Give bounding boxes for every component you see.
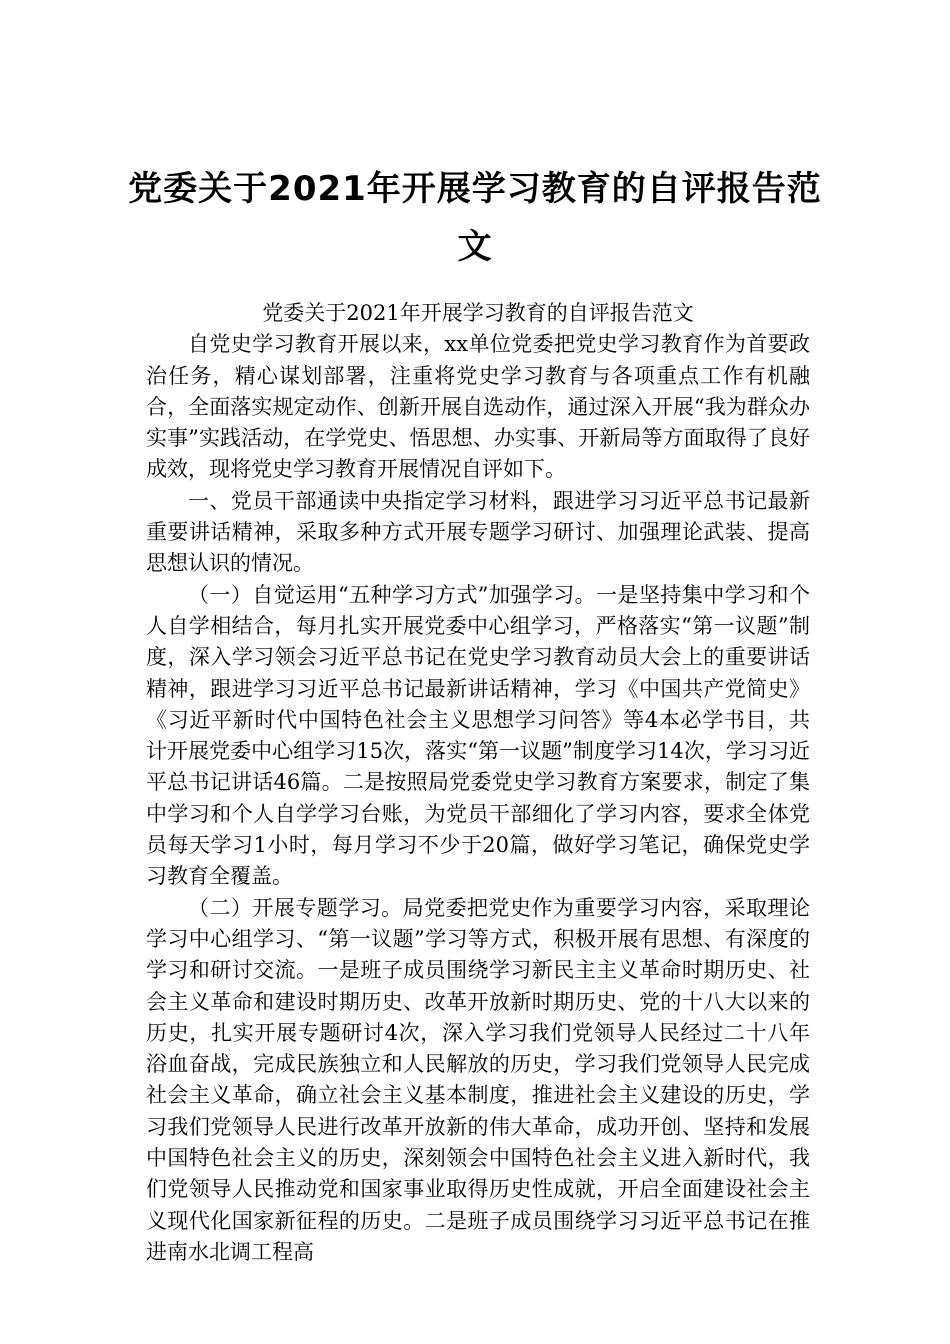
paragraph-subsection-1: （一）自觉运用“五种学习方式”加强学习。一是坚持集中学习和个人自学相结合，每月扎实开展党委中心组学习，严格落实“第一议题”制度，深入学习领会习近平总书记在党史学习教育动员大会上的重要讲话精神，跟进学习习近平总书记最新讲话精神，学习《中国共产党简史》《习近平新时代中国特色社会主义思想学习问答》等4本必学书目，共计开展党委中心组学习15次，落实“第一议题”制度学习14次，学习习近平总书记讲话46篇。二是按照局党委党史学习教育方案要求，制定了集中学习和个人自学学习台账，为党员干部细化了学习内容，要求全体党员每天学习1小时，每月学习不少于20篇，做好学习笔记，确保党史学习教育全覆盖。 [146,582,810,889]
document-body [146,298,810,1268]
paragraph-intro: 自党史学习教育开展以来，xx单位党委把党史学习教育作为首要政治任务，精心谋划部署，注重将党史学习教育与各项重点工作有机融合，全面落实规定动作、创新开展自选动作，通过深入开展“我为群众办实事”实践活动，在学党史、悟思想、办实事、开新局等方面取得了良好成效，现将党史学习教育开展情况自评如下。 [146,332,810,482]
paragraph-subsection-2: （二）开展专题学习。局党委把党史作为重要学习内容，采取理论学习中心组学习、“第一议题”学习等方式，积极开展有思想、有深度的学习和研讨交流。一是班子成员围绕学习新民主主义革命时期历史、社会主义革命和建设时期历史、改革开放新时期历史、党的十八大以来的历史，扎实开展专题研讨4次，深入学习我们党领导人民经过二十八年浴血奋战，完成民族独立和人民解放的历史，学习我们党领导人民完成社会主义革命，确立社会主义基本制度，推进社会主义建设的历史，学习我们党领导人民进行改革开放新的伟大革命，成功开创、坚持和发展中国特色社会主义的历史，深刻领会中国特色社会主义进入新时代，我们党领导人民推动党和国家事业取得历史性成就，开启全面建设社会主义现代化国家新征程的历史。二是班子成员围绕学习习近平总书记在推进南水北调工程高 [146,895,810,1264]
document-subtitle: 党委关于2021年开展学习教育的自评报告范文 [262,301,694,325]
document-title: 党委关于2021年开展学习教育的自评报告范文 [128,169,822,267]
paragraph-section-heading: 一、党员干部通读中央指定学习材料，跟进学习习近平总书记最新重要讲话精神，采取多种方式开展专题学习研讨、加强理论武装、提高思想认识的情况。 [146,488,810,576]
